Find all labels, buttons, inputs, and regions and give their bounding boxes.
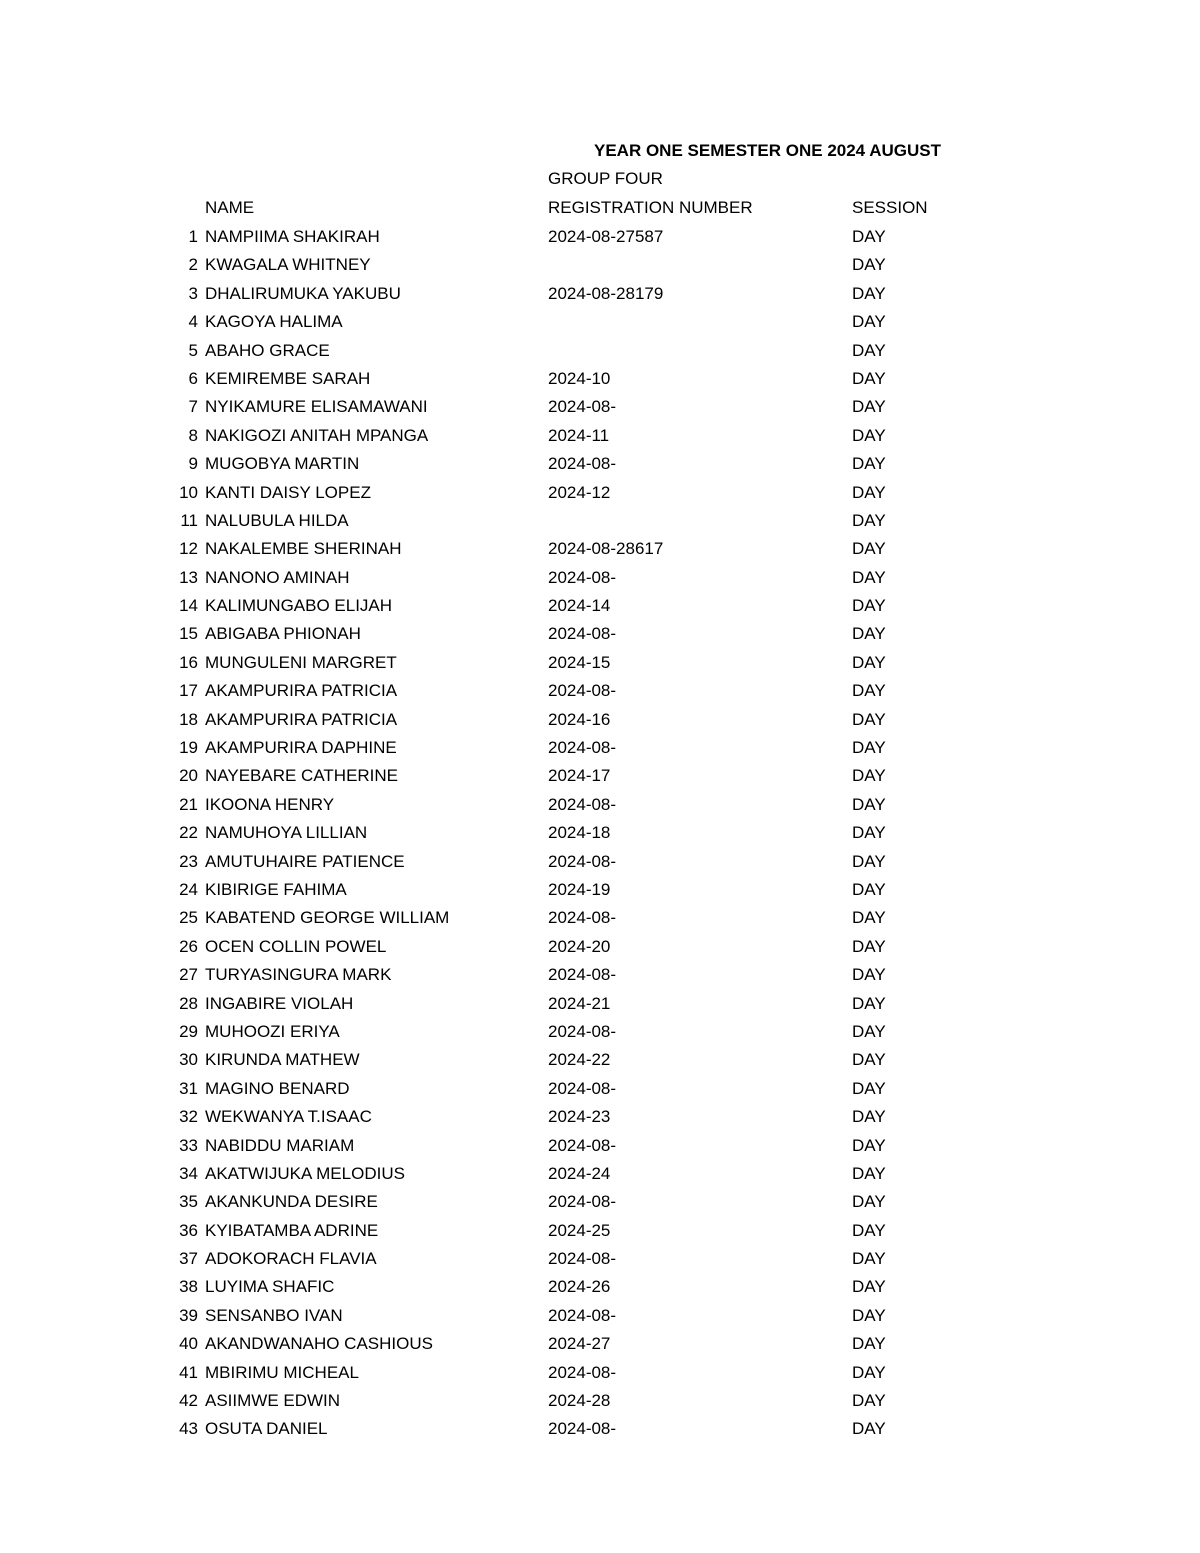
student-name: NYIKAMURE ELISAMAWANI	[205, 397, 428, 417]
session-value: DAY	[852, 965, 886, 985]
student-name: AKANDWANAHO CASHIOUS	[205, 1334, 433, 1354]
session-value: DAY	[852, 1135, 886, 1155]
row-number: 31	[179, 1078, 198, 1098]
registration-number: 2024-23	[548, 1107, 611, 1127]
session-value: DAY	[852, 1021, 886, 1041]
row-number: 28	[179, 993, 198, 1013]
student-name: IKOONA HENRY	[205, 794, 335, 814]
session-value: DAY	[852, 908, 886, 928]
table-row	[0, 795, 1200, 823]
table-row	[0, 1107, 1200, 1135]
row-number: 23	[179, 851, 198, 871]
session-value: DAY	[852, 1305, 886, 1325]
table-row	[0, 1419, 1200, 1447]
student-name: INGABIRE VIOLAH	[205, 993, 354, 1013]
row-number: 13	[179, 567, 198, 587]
session-value: DAY	[852, 255, 886, 275]
table-row	[0, 397, 1200, 425]
row-number: 27	[179, 965, 198, 985]
table-row	[0, 596, 1200, 624]
session-value: DAY	[852, 1220, 886, 1240]
session-value: DAY	[852, 1277, 886, 1297]
table-row	[0, 1363, 1200, 1391]
table-row	[0, 1079, 1200, 1107]
session-value: DAY	[852, 624, 886, 644]
registration-number: 2024-08-	[548, 965, 617, 985]
registration-number: 2024-08-	[548, 1078, 617, 1098]
session-value: DAY	[852, 738, 886, 758]
student-name: NALUBULA HILDA	[205, 510, 349, 530]
session-value: DAY	[852, 936, 886, 956]
student-name: NAKIGOZI ANITAH MPANGA	[205, 425, 429, 445]
registration-number: 2024-18	[548, 823, 611, 843]
row-number: 22	[179, 823, 198, 843]
registration-number: 2024-28	[548, 1391, 611, 1411]
registration-number: 2024-27	[548, 1334, 611, 1354]
table-row	[0, 766, 1200, 794]
session-value: DAY	[852, 368, 886, 388]
session-value: DAY	[852, 1419, 886, 1439]
session-value: DAY	[852, 681, 886, 701]
student-name: WEKWANYA T.ISAAC	[205, 1107, 372, 1127]
student-name: MAGINO BENARD	[205, 1078, 350, 1098]
registration-number: 2024-20	[548, 936, 611, 956]
table-row	[0, 994, 1200, 1022]
table-row	[0, 511, 1200, 539]
registration-number: 2024-08-	[548, 567, 617, 587]
table-row	[0, 1221, 1200, 1249]
registration-number: 2024-08-	[548, 851, 617, 871]
row-number: 20	[179, 766, 198, 786]
row-number: 41	[179, 1362, 198, 1382]
row-number: 40	[179, 1334, 198, 1354]
student-name: ADOKORACH FLAVIA	[205, 1249, 377, 1269]
student-name: KYIBATAMBA ADRINE	[205, 1220, 379, 1240]
table-row	[0, 681, 1200, 709]
table-row	[0, 738, 1200, 766]
registration-number: 2024-08-28179	[548, 283, 664, 303]
table-row	[0, 1391, 1200, 1419]
row-number: 21	[179, 794, 198, 814]
table-row	[0, 539, 1200, 567]
registration-number: 2024-19	[548, 879, 611, 899]
session-value: DAY	[852, 482, 886, 502]
session-value: DAY	[852, 766, 886, 786]
registration-number: 2024-08-	[548, 1305, 617, 1325]
row-number: 6	[188, 368, 198, 388]
table-row	[0, 312, 1200, 340]
group-label: GROUP FOUR	[548, 169, 663, 188]
registration-number: 2024-08-	[548, 1419, 617, 1439]
table-row	[0, 1334, 1200, 1362]
row-number: 18	[179, 709, 198, 729]
row-number: 32	[179, 1107, 198, 1127]
session-value: DAY	[852, 567, 886, 587]
row-number: 24	[179, 879, 198, 899]
row-number: 3	[188, 283, 198, 303]
session-value: DAY	[852, 1050, 886, 1070]
row-number: 36	[179, 1220, 198, 1240]
row-number: 43	[179, 1419, 198, 1439]
session-value: DAY	[852, 397, 886, 417]
session-value: DAY	[852, 510, 886, 530]
table-row	[0, 341, 1200, 369]
student-name: SENSANBO IVAN	[205, 1305, 343, 1325]
row-number: 33	[179, 1135, 198, 1155]
student-name: KABATEND GEORGE WILLIAM	[205, 908, 450, 928]
row-number: 12	[179, 539, 198, 559]
table-row	[0, 369, 1200, 397]
session-value: DAY	[852, 454, 886, 474]
registration-number: 2024-08-	[548, 454, 617, 474]
student-name: AKATWIJUKA MELODIUS	[205, 1163, 405, 1183]
student-name: KALIMUNGABO ELIJAH	[205, 596, 393, 616]
student-name: LUYIMA SHAFIC	[205, 1277, 335, 1297]
student-name: DHALIRUMUKA YAKUBU	[205, 283, 401, 303]
student-name: ASIIMWE EDWIN	[205, 1391, 341, 1411]
student-name: MUNGULENI MARGRET	[205, 652, 397, 672]
student-name: NAMUHOYA LILLIAN	[205, 823, 368, 843]
row-number: 25	[179, 908, 198, 928]
row-number: 8	[188, 425, 198, 445]
registration-number: 2024-08-	[548, 1249, 617, 1269]
row-number: 35	[179, 1192, 198, 1212]
registration-number: 2024-08-	[548, 908, 617, 928]
row-number: 26	[179, 936, 198, 956]
student-name: NAKALEMBE SHERINAH	[205, 539, 402, 559]
table-row	[0, 1050, 1200, 1078]
registration-number: 2024-14	[548, 596, 611, 616]
row-number: 38	[179, 1277, 198, 1297]
table-row	[0, 1164, 1200, 1192]
table-row	[0, 1249, 1200, 1277]
session-value: DAY	[852, 1192, 886, 1212]
student-list	[0, 227, 1200, 1448]
session-value: DAY	[852, 1163, 886, 1183]
student-name: KANTI DAISY LOPEZ	[205, 482, 371, 502]
row-number: 2	[188, 255, 198, 275]
student-name: KEMIREMBE SARAH	[205, 368, 371, 388]
student-name: KAGOYA HALIMA	[205, 312, 343, 332]
session-value: DAY	[852, 794, 886, 814]
student-name: AKAMPURIRA DAPHINE	[205, 738, 397, 758]
column-header-registration: REGISTRATION NUMBER	[548, 198, 753, 217]
session-value: DAY	[852, 1249, 886, 1269]
registration-number: 2024-08-	[548, 1362, 617, 1382]
registration-number: 2024-10	[548, 368, 611, 388]
row-number: 1	[188, 227, 198, 246]
student-name: NANONO AMINAH	[205, 567, 350, 587]
table-row	[0, 852, 1200, 880]
table-row	[0, 937, 1200, 965]
session-value: DAY	[852, 652, 886, 672]
row-number: 5	[188, 340, 198, 360]
registration-number: 2024-21	[548, 993, 611, 1013]
registration-number: 2024-15	[548, 652, 611, 672]
registration-number: 2024-08-	[548, 1021, 617, 1041]
registration-number: 2024-08-	[548, 624, 617, 644]
student-name: ABIGABA PHIONAH	[205, 624, 361, 644]
registration-number: 2024-12	[548, 482, 611, 502]
row-number: 29	[179, 1021, 198, 1041]
registration-number: 2024-25	[548, 1220, 611, 1240]
session-value: DAY	[852, 851, 886, 871]
row-number: 19	[179, 738, 198, 758]
student-name: MBIRIMU MICHEAL	[205, 1362, 359, 1382]
session-value: DAY	[852, 425, 886, 445]
registration-number: 2024-08-	[548, 794, 617, 814]
registration-number: 2024-08-	[548, 1192, 617, 1212]
table-row	[0, 1306, 1200, 1334]
table-row	[0, 1136, 1200, 1164]
row-number: 9	[188, 454, 198, 474]
registration-number: 2024-08-27587	[548, 227, 664, 246]
registration-number: 2024-08-28617	[548, 539, 664, 559]
student-name: NAYEBARE CATHERINE	[205, 766, 399, 786]
row-number: 11	[180, 510, 198, 530]
student-name: AKAMPURIRA PATRICIA	[205, 709, 398, 729]
table-row	[0, 710, 1200, 738]
session-value: DAY	[852, 1107, 886, 1127]
student-name: KIBIRIGE FAHIMA	[205, 879, 347, 899]
student-name: NAMPIIMA SHAKIRAH	[205, 227, 380, 246]
table-row	[0, 227, 1200, 255]
session-value: DAY	[852, 1334, 886, 1354]
session-value: DAY	[852, 1362, 886, 1382]
session-value: DAY	[852, 283, 886, 303]
student-name: AKAMPURIRA PATRICIA	[205, 681, 398, 701]
table-row	[0, 1192, 1200, 1220]
table-row	[0, 483, 1200, 511]
session-value: DAY	[852, 312, 886, 332]
session-value: DAY	[852, 993, 886, 1013]
table-row	[0, 624, 1200, 652]
session-value: DAY	[852, 596, 886, 616]
student-name: NABIDDU MARIAM	[205, 1135, 355, 1155]
row-number: 15	[179, 624, 198, 644]
student-name: AMUTUHAIRE PATIENCE	[205, 851, 405, 871]
registration-number: 2024-22	[548, 1050, 611, 1070]
table-row	[0, 255, 1200, 283]
registration-number: 2024-16	[548, 709, 611, 729]
document-title: YEAR ONE SEMESTER ONE 2024 AUGUST	[594, 141, 942, 160]
table-row	[0, 1277, 1200, 1305]
student-name: MUGOBYA MARTIN	[205, 454, 360, 474]
table-row	[0, 454, 1200, 482]
session-value: DAY	[852, 1391, 886, 1411]
registration-number: 2024-08-	[548, 738, 617, 758]
row-number: 39	[179, 1305, 198, 1325]
row-number: 4	[188, 312, 198, 332]
row-number: 30	[179, 1050, 198, 1070]
table-row	[0, 965, 1200, 993]
student-name: ABAHO GRACE	[205, 340, 330, 360]
session-value: DAY	[852, 340, 886, 360]
table-row	[0, 653, 1200, 681]
registration-number: 2024-24	[548, 1163, 611, 1183]
row-number: 14	[179, 596, 198, 616]
registration-number: 2024-26	[548, 1277, 611, 1297]
row-number: 17	[179, 681, 198, 701]
registration-number: 2024-08-	[548, 397, 617, 417]
session-value: DAY	[852, 709, 886, 729]
session-value: DAY	[852, 1078, 886, 1098]
student-name: KIRUNDA MATHEW	[205, 1050, 360, 1070]
table-row	[0, 284, 1200, 312]
student-name: MUHOOZI ERIYA	[205, 1021, 340, 1041]
session-value: DAY	[852, 227, 886, 246]
session-value: DAY	[852, 879, 886, 899]
row-number: 42	[179, 1391, 198, 1411]
table-row	[0, 568, 1200, 596]
registration-number: 2024-08-	[548, 681, 617, 701]
table-row	[0, 426, 1200, 454]
student-name: KWAGALA WHITNEY	[205, 255, 371, 275]
row-number: 16	[179, 652, 198, 672]
table-row	[0, 880, 1200, 908]
row-number: 10	[179, 482, 198, 502]
registration-number: 2024-11	[548, 425, 610, 445]
session-value: DAY	[852, 539, 886, 559]
row-number: 34	[179, 1163, 198, 1183]
student-name: TURYASINGURA MARK	[205, 965, 392, 985]
registration-number: 2024-17	[548, 766, 611, 786]
column-header-name: NAME	[205, 198, 255, 217]
registration-number: 2024-08-	[548, 1135, 617, 1155]
row-number: 7	[188, 397, 198, 417]
table-row	[0, 823, 1200, 851]
table-row	[0, 908, 1200, 936]
column-header-session: SESSION	[852, 198, 928, 217]
session-value: DAY	[852, 823, 886, 843]
table-row	[0, 1022, 1200, 1050]
student-name: OSUTA DANIEL	[205, 1419, 328, 1439]
student-name: OCEN COLLIN POWEL	[205, 936, 387, 956]
student-name: AKANKUNDA DESIRE	[205, 1192, 378, 1212]
row-number: 37	[179, 1249, 198, 1269]
